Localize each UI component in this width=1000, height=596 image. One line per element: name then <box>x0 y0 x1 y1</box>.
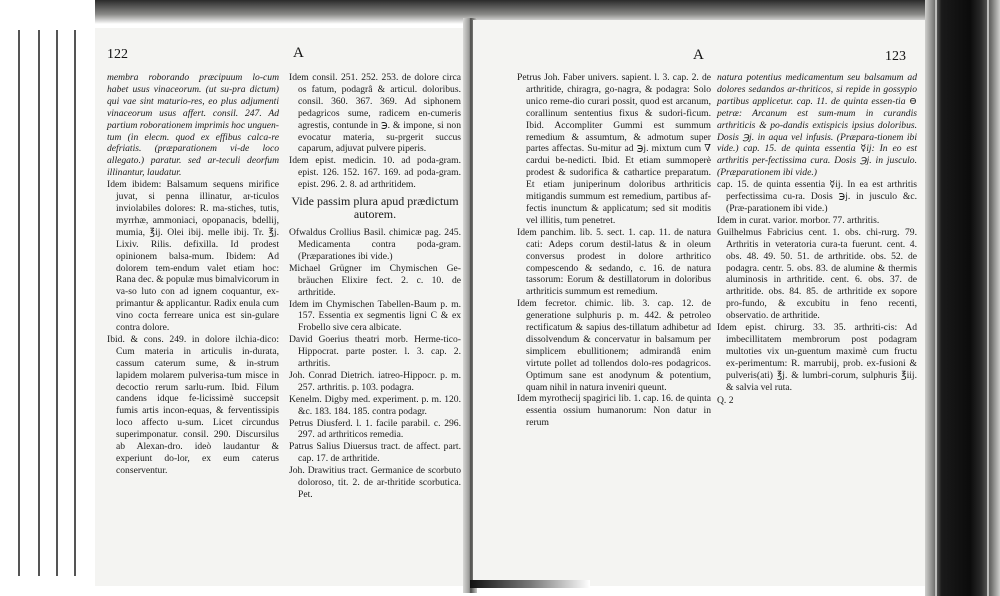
reference-entry: Patrus Salius Diuersus tract. de affect. part. cap. 17. de arthritide. <box>289 441 461 465</box>
reference-entry: Petrus Diusferd. l. 1. facile parabil. c. 296. 297. ad arthriticos remedia. <box>289 417 461 441</box>
left-page-number: 122 <box>107 47 128 62</box>
reference-entry: Idem in curat. varior. morbor. 77. arthritis. <box>717 214 880 226</box>
right-column-1 <box>517 72 711 429</box>
reference-entry: Ofwaldus Crollius Basil. chimicæ pag. 245. Medicamenta contra poda-gram. (Præparationes ibi vide.) <box>289 227 461 262</box>
text-paragraph: Idem consil. 251. 252. 253. de dolore circa os fatum, podagrâ & articul. doloribus. consil. 360. 367. 369. Ad siphonem pedagricos sume, radicem en-cumeris agrestis, contunde in ℈. & impone, si non evocatur materia, su-prgerit succus caparum, adjuvat pulvere piperis. <box>289 72 461 155</box>
reference-entry: Guilhelmus Fabricius cent. 1. obs. chi-rurg. 79. Arthritis in veteratoria cura-ta fuerunt. cent. 4. obs. 48. 49. 50. 51. de arthritide. obs. 52. de podagra. centr. 5. obs. 83. de alumine & thermis aluminosis in arthritide. cent. 6. obs. 37. de arthritide. obs. 84. 85. de arthritide ex sopore pro-fundo, & excubitu in feno recenti, observatio. de arthritide. <box>717 226 917 322</box>
right-page-edge <box>925 0 1000 596</box>
left-page <box>95 28 467 586</box>
text-paragraph: natura potentius medicamentum seu balsamum ad dolores sedandos ar-thriticos, si repide in gossypio partibus applicetur. cap. 11. de quinta essen-tia ⊖ petræ: Arcanum est sum-mum in curandis arthriticis & po-dandis extispicis ipsius doloribus. Dosis ℈j. in aqua vel infusis. (Præpara-tionem ibi vide.) cap. 15. de quinta essentia ☿ij: In eo est arthritis per-fectissima cura. Dosis ℈j. in jusculo. (Præparationem ibi vide.) <box>717 72 917 179</box>
reference-entry: Petrus Joh. Faber univers. sapient. l. 3. cap. 2. de arthritide, chiragra, go-nagra, & podagra: Solo unico reme-dio curari possit, quod est arcanum, corallinum sententius fixus & sudori-ficum. Ibid. Accompliter Gummi est summum remedium & assumtum, & admotum super partes affectas. Su-mitur ad ℈j. mixtum cum ∇ cardui be-nedicti. Ibid. Et etiam summoperè prodest & sudorifica & cathartice preparatum. Et etiam juniperinum doloribus arthriticis mitigandis summum est remedium, partibus af-fectis inunctum & applicatum; sed sit moditis vel illitis, tum penetret. <box>517 72 711 226</box>
reference-entry: Idem fecretor. chimic. lib. 3. cap. 12. de generatione sulphuris p. m. 442. & petroleo rectificatum & sapius des-tillatum adhibetur ad dissolvendum & concervatur in balsamum per simplicem ebullitionem; admirandâ enim virtute pollet ad tollendos dolo-res podagricos. Optimum sane est anodynum & potentium, quam nihil in natura inveniri queunt. <box>517 298 711 393</box>
catchword: Q. 2 <box>717 395 734 407</box>
reference-entry: Idem panchim. lib. 5. sect. 1. cap. 11. de natura cati: Adeps corum destil-latus & in oleum conversus prodest in dolore arthritico compescendo & sedando, c. 16. de natura tassorum: Eorum & destillatorum in doloribus arthriticis summum est remedium. <box>517 226 711 298</box>
reference-entry: Idem im Chymischen Tabellen-Baum p. m. 157. Essentia ex segmentis ligni C & ex Frobello sive cera albicate. <box>289 298 461 334</box>
right-section-letter: A <box>693 47 704 63</box>
right-page <box>473 20 925 586</box>
right-column-2 <box>717 72 917 407</box>
text-paragraph: Idem ibidem: Balsamum sequens mirifice juvat, si penna illinatur, ar-ticulos inviolabiles dolores: R. ma-stiches, tutis, myrrhæ, ammoniaci, opopanacis, bdellij, mumia, ℥ij. Olei ibij. melle ibij. Tr. ℥j. Lixiv. Rilis. defixilla. Id prodest opinionem balsa-mum. Ibidem: Ad dolorem tem-endum valet etiam hoc: Rana dec. & populæ mus bimalvicorum in va-so luto con ad ignem coquantur, ex-primantur & applicantur. Radix enula cum vino cocta ferreare unica est sin-gulare contra dolore. <box>107 179 279 334</box>
left-section-letter: A <box>293 45 304 61</box>
left-column-2 <box>289 72 461 501</box>
reference-entry: Idem myrothecij spagirici lib. 1. cap. 16. de quinta essentia ossium humanorum: Non datur in rerum <box>517 393 711 429</box>
reference-entry: cap. 15. de quinta essentia ☿ij. In ea est arthritis perfectissima cu-ra. Dosis ℈j. in jusculo &c. (Præ-parationem ibi vide.) <box>717 179 917 214</box>
reference-entry: Michael Grügner im Chymischen Ge-bräuchen Elixire fect. 2. c. 10. de arthritide. <box>289 262 461 298</box>
reference-entry: Idem epist. chirurg. 33. 35. arthriti-cis: Ad imbecillitatem membrorum post podagram multoties vix un-guentum maximè cum fructu ex-perimentum: R. marrubij, prob. ex-fusioni & pulveris(ati) ℥j. & lumbri-corum, sulphuris ℥iij. & salvia vel ruta. <box>717 322 917 393</box>
text-paragraph: Idem epist. medicin. 10. ad poda-gram. epist. 126. 152. 167. 169. ad poda-gram. epist. 296. 2. 8. ad arthritidem. <box>289 155 461 191</box>
text-paragraph: membra roborando præcipuum lo-cum habet usus vinaceorum. (ut su-pra dictum) qui vae sint maturio-res, eo plus adjumenti vinaceorum usus affert. consil. 247. Ad partium roborationem imprimis hoc unguen-tum (in elecm. quod ex effibus calca-re defriatis. (præparationem vi-de loco allegato.) paratur. sed ar-teculi deorfum illinantur, laudatur. <box>107 72 279 179</box>
text-paragraph: Ibid. & cons. 249. in dolore ilchia-dico: Cum materia in articulis in-durata, cassum caterum sume, & in-strum lapidem molarem pulverisa-tum misce in decoctio rerum sarlu-rum. Ibid. Filum candens idque fe-licissimè succepsit fumis artis incon-equas, & ferventissipis loco affecto u-sum. Licet circundus superimponatur. consil. 290. Discursilus ab Alexan-dro. ideò laudantur & experiunt do-lor, ex eum caterus conserventur. <box>107 333 279 476</box>
left-column-1 <box>107 72 279 477</box>
reference-entry: David Goerius theatri morb. Herme-tico-Hippocrat. parte poster. l. 3. cap. 2. arthritis. <box>289 334 461 370</box>
right-page-number: 123 <box>885 49 906 64</box>
reference-entry: Joh. Conrad Dietrich. iatreo-Hippocr. p. m. 257. arthritis. p. 103. podagra. <box>289 369 461 393</box>
reference-entry: Kenelm. Digby med. experiment. p. m. 120. &c. 183. 184. 185. contra podagr. <box>289 393 461 417</box>
reference-entry: Joh. Drawitius tract. Germanice de scorbuto doloroso, tit. 2. de ar-thritide scorbutica. Pet. <box>289 465 461 500</box>
bottom-shadow <box>470 580 590 588</box>
left-page-edge <box>0 0 95 596</box>
section-heading: Vide passim plura apud prædictum autorem. <box>291 194 459 222</box>
